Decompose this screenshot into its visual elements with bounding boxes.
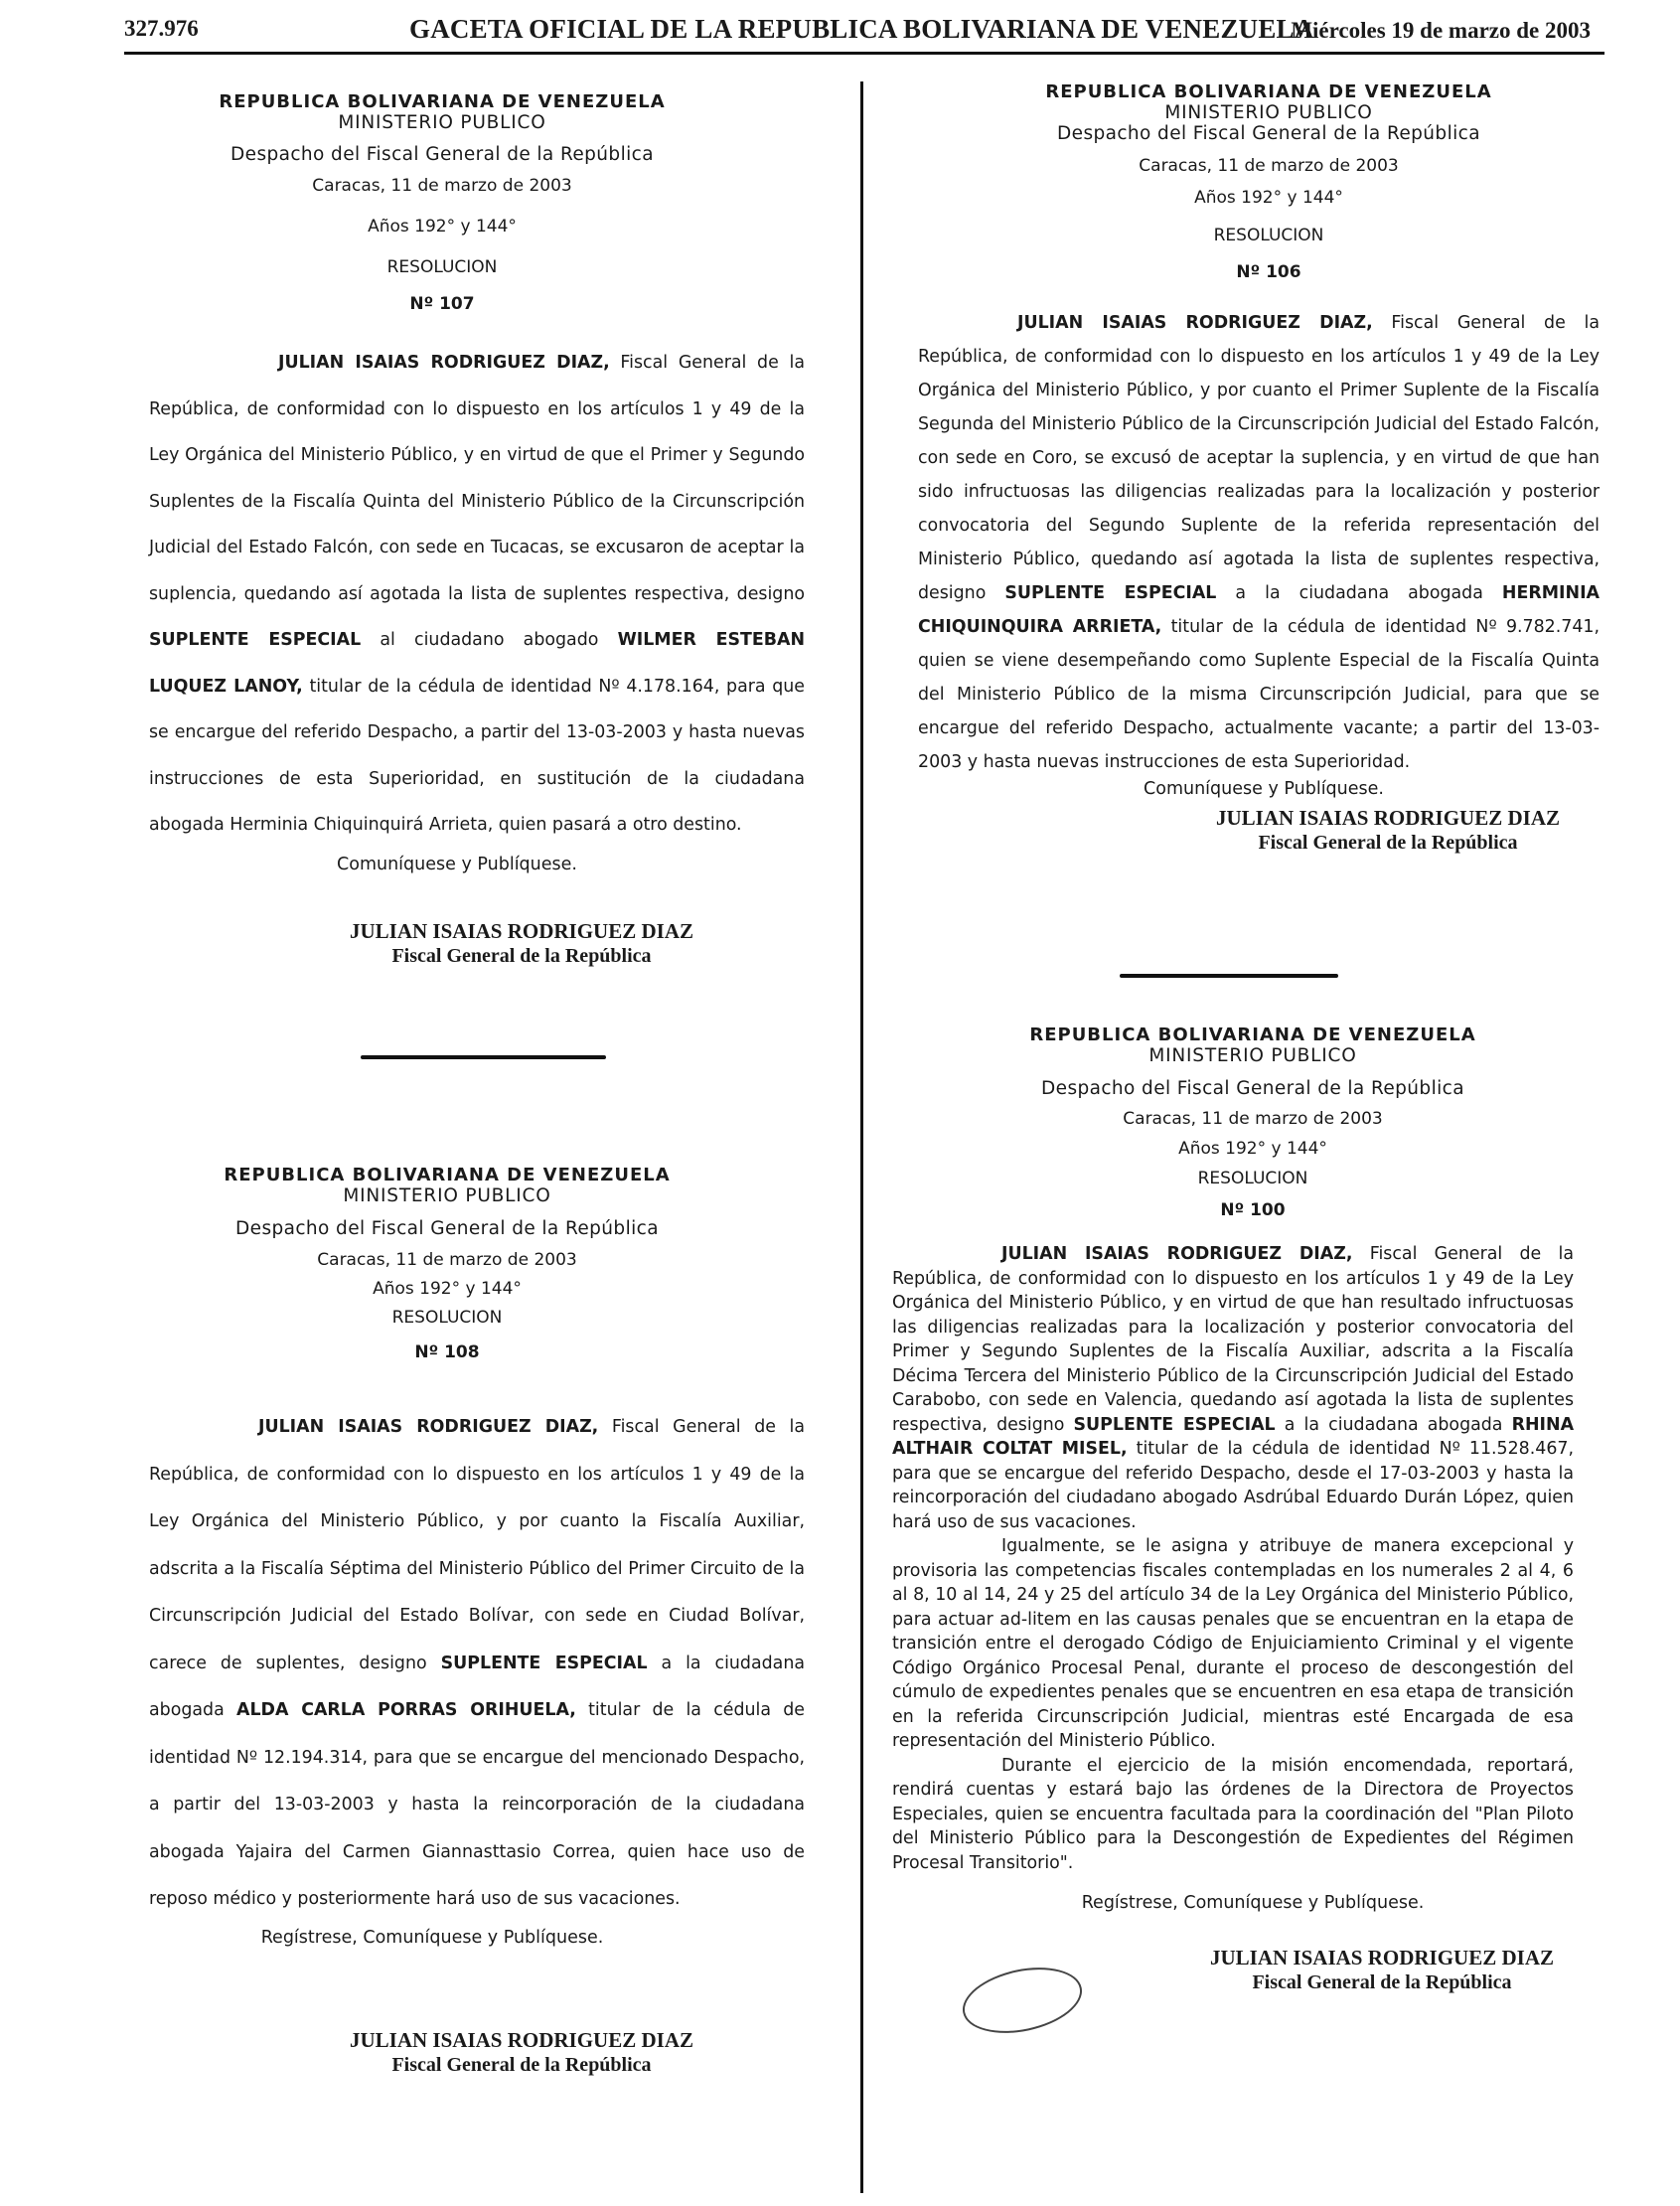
- resolution-label: RESOLUCION: [391, 1308, 503, 1328]
- ministry-heading: MINISTERIO PUBLICO: [343, 1185, 551, 1206]
- signer-title: Fiscal General de la República: [1252, 1971, 1512, 1994]
- office-heading: Despacho del Fiscal General de la República: [230, 144, 654, 165]
- signer-name: JULIAN ISAIAS RODRIGUEZ DIAZ: [350, 2027, 693, 2052]
- closing-formula: Regístrese, Comuníquese y Publíquese.: [260, 1927, 604, 1948]
- official-name: JULIAN ISAIAS RODRIGUEZ DIAZ,: [1001, 1244, 1353, 1264]
- separator-rule: [361, 1055, 606, 1059]
- resolution-number: Nº 107: [409, 294, 475, 314]
- signer-title: Fiscal General de la República: [391, 944, 652, 967]
- closing-formula: Comuníquese y Publíquese.: [337, 854, 577, 874]
- signature-block: [1190, 1945, 1574, 1995]
- resolution-body: JULIAN ISAIAS RODRIGUEZ DIAZ, Fiscal General de la República, de conformidad con lo dispuesto en los artículos 1 y 49 de la Ley Orgánica del Ministerio Público, y por cuanto la Fiscalía Auxiliar, adscrita a la Fiscalía Séptima del Ministerio Público del Primer Circuito de la Circunscripción Judicial del Estado Bolívar, con sede en Ciudad Bolívar, carece de suplentes, designo SUPLENTE ESPECIAL a la ciudadana abogada ALDA CARLA PORRAS ORIHUELA, titular de la cédula de identidad Nº 12.194.314, para que se encargue del mencionado Despacho, a partir del 13-03-2003 y hasta la reincorporación de la ciudadana abogada Yajaira del Carmen Giannasttasio Correa, quien hace uso de reposo médico y posteriormente hará uso de sus vacaciones.: [149, 1417, 806, 1909]
- resolution-106: [918, 81, 1600, 856]
- issue-date: Miércoles 19 de marzo de 2003: [1291, 18, 1591, 43]
- designee-name: ALDA CARLA PORRAS ORIHUELA,: [235, 1700, 576, 1720]
- signer-title: Fiscal General de la República: [1258, 832, 1518, 855]
- republic-heading: REPUBLICA BOLIVARIANA DE VENEZUELA: [1045, 81, 1492, 102]
- resolution-label: RESOLUCION: [1213, 226, 1324, 245]
- resolution-body: JULIAN ISAIAS RODRIGUEZ DIAZ, Fiscal General de la República, de conformidad con lo dispuesto en los artículos 1 y 49 de la Ley Orgánica del Ministerio Público, y en virtud de que han resultado infructuosas las diligencias realizadas para la localización y posterior convocatoria del Primer y Segundo Suplentes de la Fiscalía Auxiliar, adscrita a la Fiscalía Décima Tercera del Ministerio Público de la Circunscripción Judicial del Estado Carabobo, con sede en Valencia, quedando así agotada la lista de suplentes respectiva, designo SUPLENTE ESPECIAL a la ciudadana abogada RHINA ALTHAIR COLTAT MISEL, titular de la cédula de identidad Nº 11.528.467, para que se encargue del referido Despacho, desde el 17-03-2003 y hasta la reincorporación del ciudadano abogado Asdrúbal Eduardo Durán López, quien hará uso de sus vacaciones.: [892, 1244, 1575, 1532]
- years: Años 192° y 144°: [368, 217, 517, 236]
- official-name: JULIAN ISAIAS RODRIGUEZ DIAZ,: [258, 1417, 599, 1437]
- designation: SUPLENTE ESPECIAL: [1004, 583, 1217, 603]
- closing-formula: Regístrese, Comuníquese y Publíquese.: [1081, 1893, 1425, 1913]
- column-divider: [860, 81, 863, 2193]
- designee-name: RHINA ALTHAIR COLTAT MISEL,: [892, 1414, 1575, 1459]
- page-number: 327.976: [124, 16, 199, 41]
- signer-name: JULIAN ISAIAS RODRIGUEZ DIAZ: [350, 918, 693, 943]
- place-date: Caracas, 11 de marzo de 2003: [1123, 1109, 1383, 1129]
- signature-block: [238, 2027, 805, 2078]
- resolution-label: RESOLUCION: [386, 257, 498, 277]
- resolution-number: Nº 108: [414, 1342, 480, 1362]
- resolution-107: [149, 91, 805, 969]
- official-name: JULIAN ISAIAS RODRIGUEZ DIAZ,: [1017, 313, 1373, 333]
- gazette-header: [124, 12, 1604, 55]
- separator-rule: [1120, 974, 1338, 978]
- resolution-108: [149, 1165, 805, 2078]
- office-heading: Despacho del Fiscal General de la República: [1057, 123, 1480, 144]
- closing-formula: Comuníquese y Publíquese.: [1144, 779, 1384, 799]
- paragraph-competencies: Igualmente, se le asigna y atribuye de manera excepcional y provisoria las competencias fiscales contempladas en los numerales 2 al 4, 6 al 8, 10 al 14, 24 y 25 del artículo 34 de la Ley Orgánica del Ministerio Público, para actuar ad-litem en las causas penales que se encuentran en la etapa de transición entre el derogado Código de Enjuiciamiento Criminal y el vigente Código Orgánico Procesal Penal, durante el proceso de descongestión del cúmulo de expedientes penales que se encuentren en esa etapa de transición en la referida Circunscripción Judicial, mientras esté Encargada de esa representación del Ministerio Público.: [892, 1536, 1574, 1751]
- years: Años 192° y 144°: [1178, 1139, 1327, 1159]
- resolution-body: JULIAN ISAIAS RODRIGUEZ DIAZ, Fiscal General de la República, de conformidad con lo dispuesto en los artículos 1 y 49 de la Ley Orgánica del Ministerio Público, y por cuanto el Primer Suplente de la Fiscalía Segunda del Ministerio Público de la Circunscripción Judicial del Estado Falcón, con sede en Coro, se excusó de aceptar la suplencia, y en virtud de que han sido infructuosas las diligencias realizadas para la localización y posterior convocatoria del Segundo Suplente de la referida representación del Ministerio Público, quedando así agotada la lista de suplentes respectiva, designo SUPLENTE ESPECIAL a la ciudadana abogada HERMINIA CHIQUINQUIRA ARRIETA, titular de la cédula de identidad Nº 9.782.741, quien se viene desempeñando como Suplente Especial de la Fiscalía Quinta del Ministerio Público de la misma Circunscripción Judicial, para que se encargue del referido Despacho, actualmente vacante; a partir del 13-03-2003 y hasta nuevas instrucciones de esta Superioridad.: [918, 313, 1601, 772]
- designee-name: WILMER ESTEBAN LUQUEZ LANOY,: [149, 630, 806, 697]
- place-date: Caracas, 11 de marzo de 2003: [312, 176, 572, 196]
- designee-name: HERMINIA CHIQUINQUIRA ARRIETA,: [918, 583, 1601, 637]
- signer-name: JULIAN ISAIAS RODRIGUEZ DIAZ: [1210, 1946, 1554, 1970]
- ministry-heading: MINISTERIO PUBLICO: [1148, 1045, 1357, 1066]
- gazette-title: GACETA OFICIAL DE LA REPUBLICA BOLIVARIANA DE VENEZUELA: [409, 14, 1314, 44]
- place-date: Caracas, 11 de marzo de 2003: [317, 1250, 577, 1270]
- republic-heading: REPUBLICA BOLIVARIANA DE VENEZUELA: [224, 1165, 671, 1185]
- resolution-body: JULIAN ISAIAS RODRIGUEZ DIAZ, Fiscal General de la República, de conformidad con lo dispuesto en los artículos 1 y 49 de la Ley Orgánica del Ministerio Público, y en virtud de que el Primer y Segundo Suplentes de la Fiscalía Quinta del Ministerio Público de la Circunscripción Judicial del Estado Falcón, con sede en Tucacas, se excusaron de aceptar la suplencia, quedando así agotada la lista de suplentes respectiva, designo SUPLENTE ESPECIAL al ciudadano abogado WILMER ESTEBAN LUQUEZ LANOY, titular de la cédula de identidad Nº 4.178.164, para que se encargue del referido Despacho, a partir del 13-03-2003 y hasta nuevas instrucciones de esta Superioridad, en sustitución de la ciudadana abogada Herminia Chiquinquirá Arrieta, quien pasará a otro destino.: [149, 353, 806, 835]
- official-name: JULIAN ISAIAS RODRIGUEZ DIAZ,: [278, 353, 610, 373]
- republic-heading: REPUBLICA BOLIVARIANA DE VENEZUELA: [219, 91, 666, 112]
- resolution-number: Nº 100: [1220, 1200, 1286, 1220]
- years: Años 192° y 144°: [1194, 188, 1343, 208]
- designation: SUPLENTE ESPECIAL: [1073, 1414, 1276, 1435]
- ministry-heading: MINISTERIO PUBLICO: [338, 112, 546, 133]
- signature-block: [238, 918, 805, 969]
- designation: SUPLENTE ESPECIAL: [149, 630, 362, 650]
- paragraph-reporting: Durante el ejercicio de la misión encomendada, reportará, rendirá cuentas y estará bajo las órdenes de la Directora de Proyectos Especiales, quien se encuentra facultada para la coordinación del "Plan Piloto del Ministerio Público para la Descongestión de Expedientes del Régimen Procesal Transitorio".: [892, 1755, 1574, 1873]
- resolution-number: Nº 106: [1236, 262, 1301, 282]
- office-heading: Despacho del Fiscal General de la República: [1041, 1078, 1464, 1099]
- resolution-100: [892, 1024, 1574, 1995]
- signer-name: JULIAN ISAIAS RODRIGUEZ DIAZ: [1216, 806, 1560, 830]
- designation: SUPLENTE ESPECIAL: [440, 1653, 648, 1673]
- signature-block: [1176, 805, 1600, 856]
- signer-title: Fiscal General de la República: [391, 2053, 652, 2076]
- resolution-label: RESOLUCION: [1197, 1169, 1308, 1188]
- ministry-heading: MINISTERIO PUBLICO: [1164, 102, 1373, 123]
- place-date: Caracas, 11 de marzo de 2003: [1139, 156, 1399, 176]
- office-heading: Despacho del Fiscal General de la República: [235, 1218, 659, 1239]
- years: Años 192° y 144°: [373, 1279, 522, 1299]
- republic-heading: REPUBLICA BOLIVARIANA DE VENEZUELA: [1029, 1024, 1476, 1045]
